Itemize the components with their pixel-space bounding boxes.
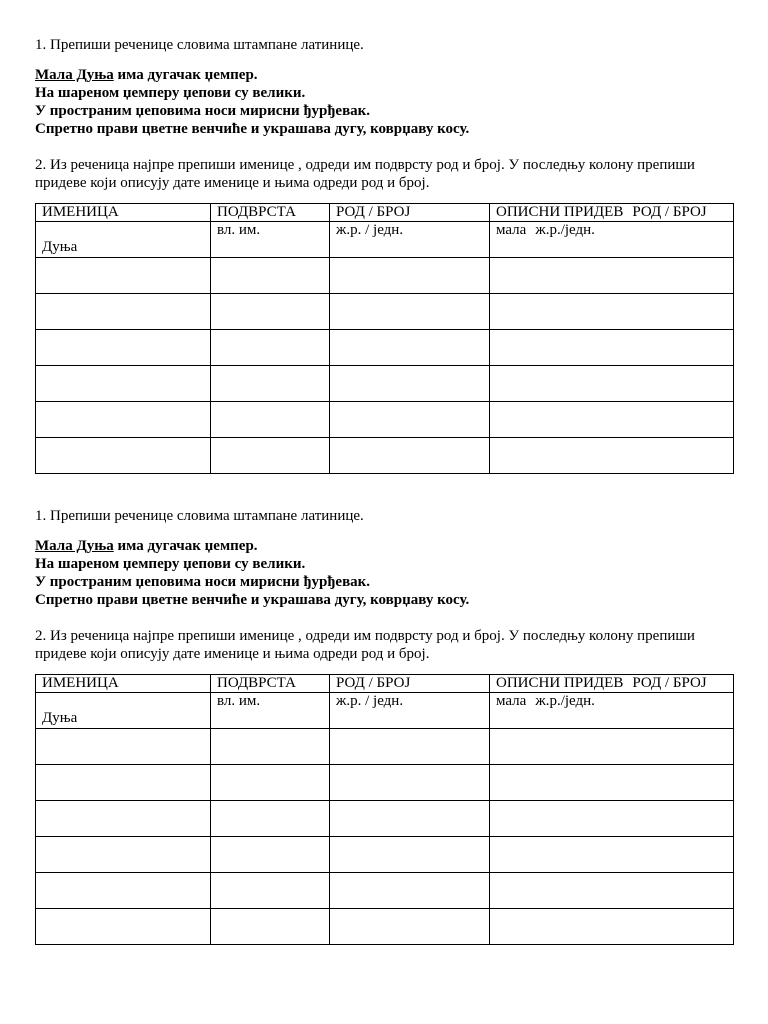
answer-cell[interactable] xyxy=(490,366,734,402)
answer-cell[interactable] xyxy=(211,402,330,438)
sentence-3: У пространим џеповима носи мирисни ђурђевак. xyxy=(35,574,371,590)
table-row xyxy=(36,366,734,402)
answer-cell[interactable] xyxy=(211,258,330,294)
example-adjective-cell[interactable] xyxy=(490,222,734,258)
header-adjective-label: ОПИСНИ ПРИДЕВ xyxy=(496,204,624,220)
answer-cell[interactable] xyxy=(36,801,211,837)
sentence-1 xyxy=(35,537,733,555)
table-example-row xyxy=(36,222,734,258)
sentence-list xyxy=(35,66,733,138)
example-noun-cell[interactable] xyxy=(36,222,211,258)
example-adj-gender-number: ж.р./једн. xyxy=(535,693,595,709)
answer-cell[interactable] xyxy=(211,801,330,837)
sentence-2: На шареном џемперу џепови су велики. xyxy=(35,85,306,101)
sentence-text: има дугачак џемпер. xyxy=(113,538,258,554)
answer-cell[interactable] xyxy=(490,402,734,438)
table-row xyxy=(36,909,734,945)
answer-cell[interactable] xyxy=(330,438,490,474)
table-header-row xyxy=(36,204,734,222)
answer-cell[interactable] xyxy=(36,909,211,945)
sentence-list xyxy=(35,537,733,609)
answer-cell[interactable] xyxy=(36,873,211,909)
header-noun: ИМЕНИЦА xyxy=(36,204,211,222)
answer-cell[interactable] xyxy=(211,909,330,945)
example-subtype[interactable]: вл. им. xyxy=(211,693,330,729)
answer-cell[interactable] xyxy=(490,294,734,330)
table-example-row xyxy=(36,693,734,729)
header-adj-gender-number: РОД / БРОЈ xyxy=(632,675,707,691)
answer-cell[interactable] xyxy=(36,258,211,294)
table-row xyxy=(36,837,734,873)
answer-cell[interactable] xyxy=(36,366,211,402)
table-row xyxy=(36,330,734,366)
example-gender-number[interactable]: ж.р. / једн. xyxy=(330,222,490,258)
table-row xyxy=(36,801,734,837)
example-noun: Дуња xyxy=(42,239,78,255)
answer-cell[interactable] xyxy=(330,837,490,873)
answer-cell[interactable] xyxy=(211,438,330,474)
answer-cell[interactable] xyxy=(211,873,330,909)
sentence-underlined: Мала Дуња xyxy=(35,67,114,83)
header-adjective xyxy=(490,204,734,222)
answer-cell[interactable] xyxy=(490,438,734,474)
answer-cell[interactable] xyxy=(211,330,330,366)
answer-cell[interactable] xyxy=(330,801,490,837)
answer-cell[interactable] xyxy=(330,402,490,438)
answer-cell[interactable] xyxy=(330,873,490,909)
example-adj-gender-number: ж.р./једн. xyxy=(535,222,595,238)
sentence-1 xyxy=(35,66,733,84)
answer-cell[interactable] xyxy=(36,294,211,330)
header-adjective-label: ОПИСНИ ПРИДЕВ xyxy=(496,675,624,691)
header-adjective xyxy=(490,675,734,693)
example-noun: Дуња xyxy=(42,710,78,726)
answer-cell[interactable] xyxy=(36,765,211,801)
answer-cell[interactable] xyxy=(490,837,734,873)
answer-cell[interactable] xyxy=(211,729,330,765)
answer-cell[interactable] xyxy=(330,366,490,402)
worksheet-2 xyxy=(35,507,733,945)
sentence-4: Спретно прави цветне венчиће и украшава дугу, коврџаву косу. xyxy=(35,121,470,137)
sentence-3: У пространим џеповима носи мирисни ђурђевак. xyxy=(35,103,371,119)
example-adjective: мала xyxy=(496,222,527,238)
sentence-4: Спретно прави цветне венчиће и украшава дугу, коврџаву косу. xyxy=(35,592,470,608)
header-subtype: ПОДВРСТА xyxy=(211,204,330,222)
answer-cell[interactable] xyxy=(330,258,490,294)
noun-table xyxy=(35,674,734,945)
task-1-instruction: 1. Препиши реченице словима штампане латинице. xyxy=(35,508,364,524)
header-gender-number: РОД / БРОЈ xyxy=(330,675,490,693)
answer-cell[interactable] xyxy=(490,330,734,366)
example-noun-cell[interactable] xyxy=(36,693,211,729)
header-gender-number: РОД / БРОЈ xyxy=(330,204,490,222)
table-row xyxy=(36,258,734,294)
sentence-2: На шареном џемперу џепови су велики. xyxy=(35,556,306,572)
answer-cell[interactable] xyxy=(211,294,330,330)
sentence-underlined: Мала Дуња xyxy=(35,538,114,554)
table-row xyxy=(36,402,734,438)
table-row xyxy=(36,765,734,801)
header-adj-gender-number: РОД / БРОЈ xyxy=(632,204,707,220)
answer-cell[interactable] xyxy=(490,801,734,837)
answer-cell[interactable] xyxy=(211,366,330,402)
answer-cell[interactable] xyxy=(36,330,211,366)
noun-table xyxy=(35,203,734,474)
task-1-instruction: 1. Препиши реченице словима штампане латинице. xyxy=(35,37,364,53)
table-header-row xyxy=(36,675,734,693)
answer-cell[interactable] xyxy=(330,294,490,330)
example-adjective: мала xyxy=(496,693,527,709)
table-row xyxy=(36,294,734,330)
answer-cell[interactable] xyxy=(490,873,734,909)
sentence-text: има дугачак џемпер. xyxy=(113,67,258,83)
table-row xyxy=(36,729,734,765)
answer-cell[interactable] xyxy=(330,909,490,945)
table-row xyxy=(36,873,734,909)
answer-cell[interactable] xyxy=(36,837,211,873)
answer-cell[interactable] xyxy=(490,729,734,765)
answer-cell[interactable] xyxy=(211,765,330,801)
answer-cell[interactable] xyxy=(490,909,734,945)
answer-cell[interactable] xyxy=(330,330,490,366)
header-subtype: ПОДВРСТА xyxy=(211,675,330,693)
answer-cell[interactable] xyxy=(36,438,211,474)
answer-cell[interactable] xyxy=(36,729,211,765)
answer-cell[interactable] xyxy=(330,765,490,801)
answer-cell[interactable] xyxy=(36,402,211,438)
answer-cell[interactable] xyxy=(490,258,734,294)
example-gender-number[interactable]: ж.р. / једн. xyxy=(330,693,490,729)
answer-cell[interactable] xyxy=(490,765,734,801)
worksheet-1 xyxy=(35,36,733,474)
task-2-instruction: 2. Из реченица најпре препиши именице , одреди им подврсту род и број. У последњу колону препиши придеве који описују дате именице и њима одреди род и број. xyxy=(35,157,695,191)
answer-cell[interactable] xyxy=(330,729,490,765)
example-subtype[interactable]: вл. им. xyxy=(211,222,330,258)
example-adjective-cell[interactable] xyxy=(490,693,734,729)
header-noun: ИМЕНИЦА xyxy=(36,675,211,693)
answer-cell[interactable] xyxy=(211,837,330,873)
table-row xyxy=(36,438,734,474)
task-2-instruction: 2. Из реченица најпре препиши именице , одреди им подврсту род и број. У последњу колону препиши придеве који описују дате именице и њима одреди род и број. xyxy=(35,628,695,662)
